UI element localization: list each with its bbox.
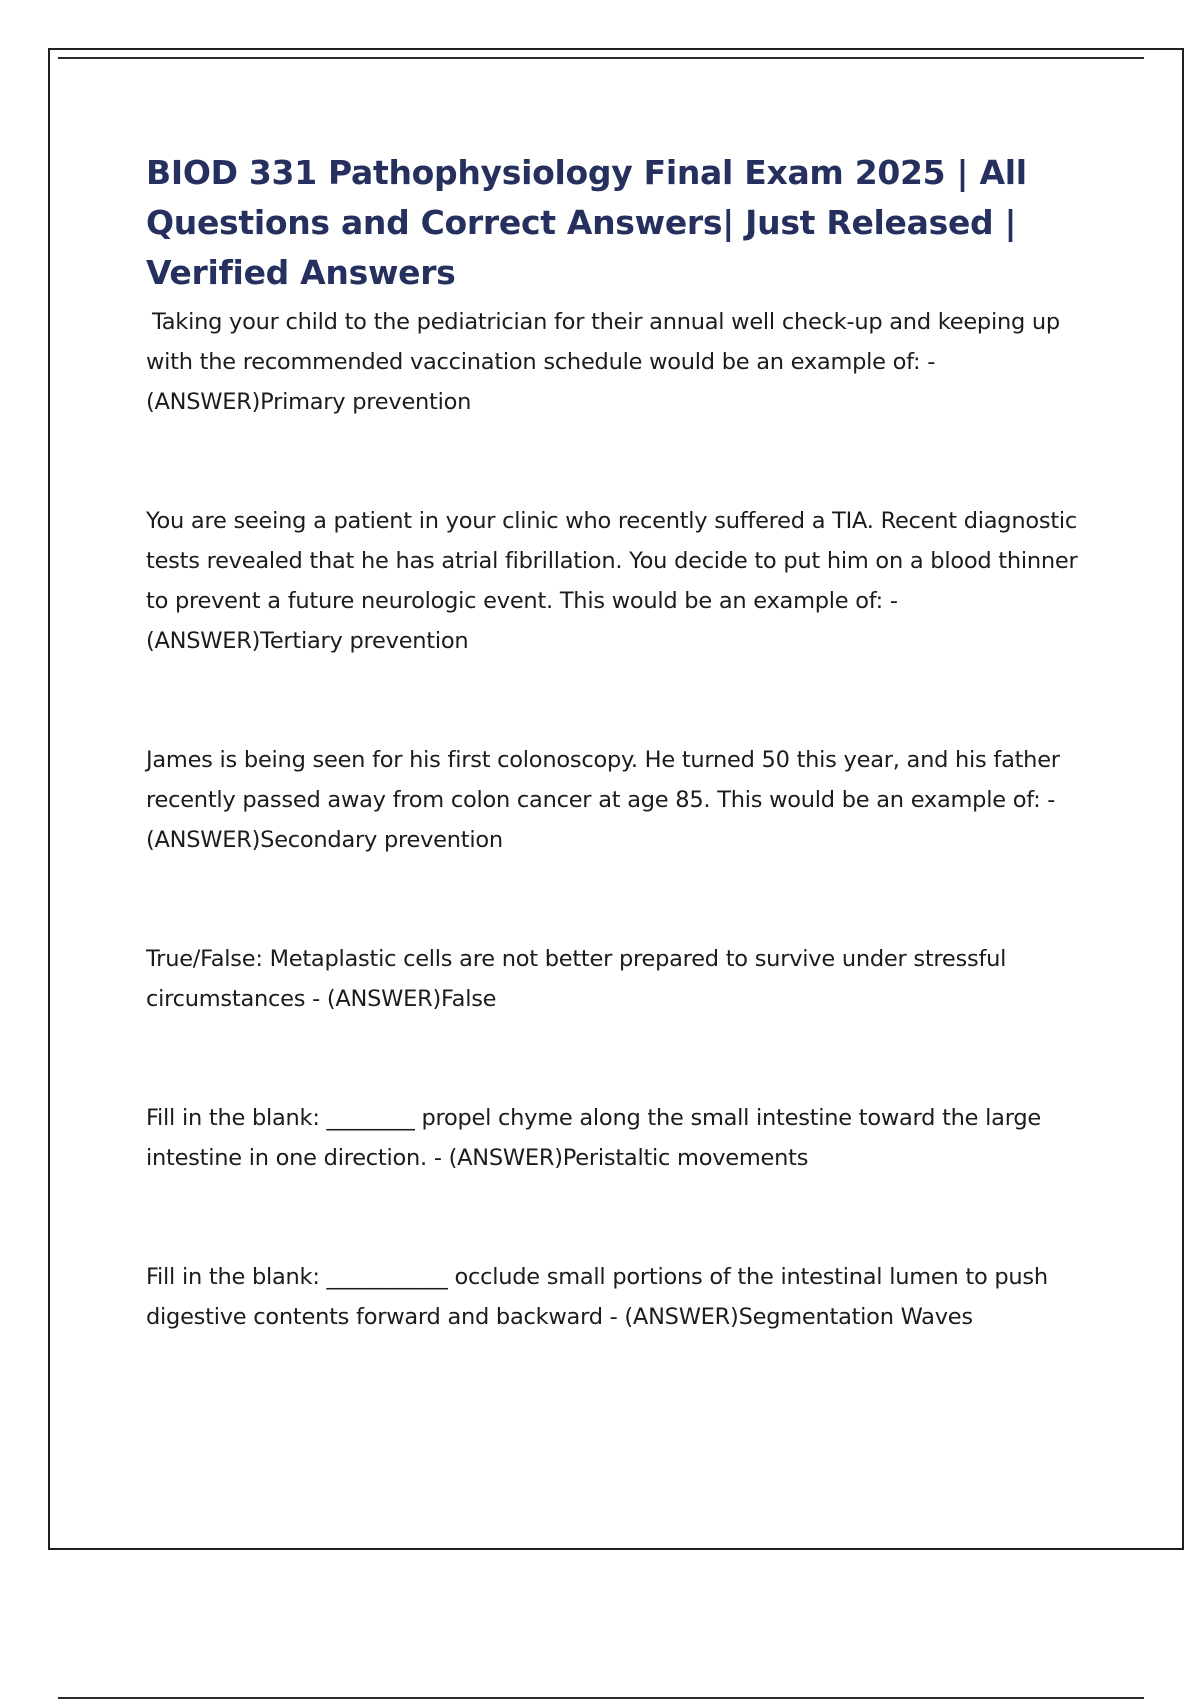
document-title: BIOD 331 Pathophysiology Final Exam 2025 | All Questions and Correct Answers| Just Released | Verified Answers	[146, 153, 1027, 292]
question-text: You are seeing a patient in your clinic who recently suffered a TIA. Recent diagnostic tests revealed that he has atrial fibrillation. You decide to put him on a blood thinner to prevent a future neurologic event. This would be an example of: -	[146, 508, 1078, 614]
question-text: Taking your child to the pediatrician for their annual well check-up and keeping up with the recommended vaccination schedule would be an example of: -	[146, 309, 1060, 375]
question-text: James is being seen for his first colonoscopy. He turned 50 this year, and his father recently passed away from colon cancer at age 85. This would be an example of: -	[146, 747, 1060, 813]
answer-text: (ANSWER)Peristaltic movements	[448, 1145, 809, 1171]
question-text: True/False: Metaplastic cells are not better prepared to survive under stressful circumstances -	[146, 946, 1007, 1012]
qa-item	[146, 1257, 1091, 1337]
bottom-rule	[58, 1697, 1144, 1699]
answer-text: (ANSWER)False	[326, 986, 497, 1012]
answer-text: (ANSWER)Primary prevention	[146, 389, 472, 415]
qa-item	[146, 1098, 1091, 1178]
qa-item	[146, 740, 1091, 860]
document-content	[146, 148, 1091, 1337]
qa-item	[146, 501, 1091, 661]
question-text: Fill in the blank: ________ propel chyme along the small intestine toward the large intestine in one direction. -	[146, 1105, 1041, 1171]
answer-text: (ANSWER)Secondary prevention	[146, 827, 503, 853]
qa-list	[146, 302, 1091, 1337]
top-rule	[58, 57, 1144, 59]
answer-text: (ANSWER)Tertiary prevention	[146, 628, 469, 654]
question-text: Fill in the blank: ___________ occlude small portions of the intestinal lumen to push digestive contents forward and backward -	[146, 1264, 1048, 1330]
qa-item	[146, 302, 1091, 422]
answer-text: (ANSWER)Segmentation Waves	[624, 1304, 973, 1330]
qa-item	[146, 939, 1091, 1019]
